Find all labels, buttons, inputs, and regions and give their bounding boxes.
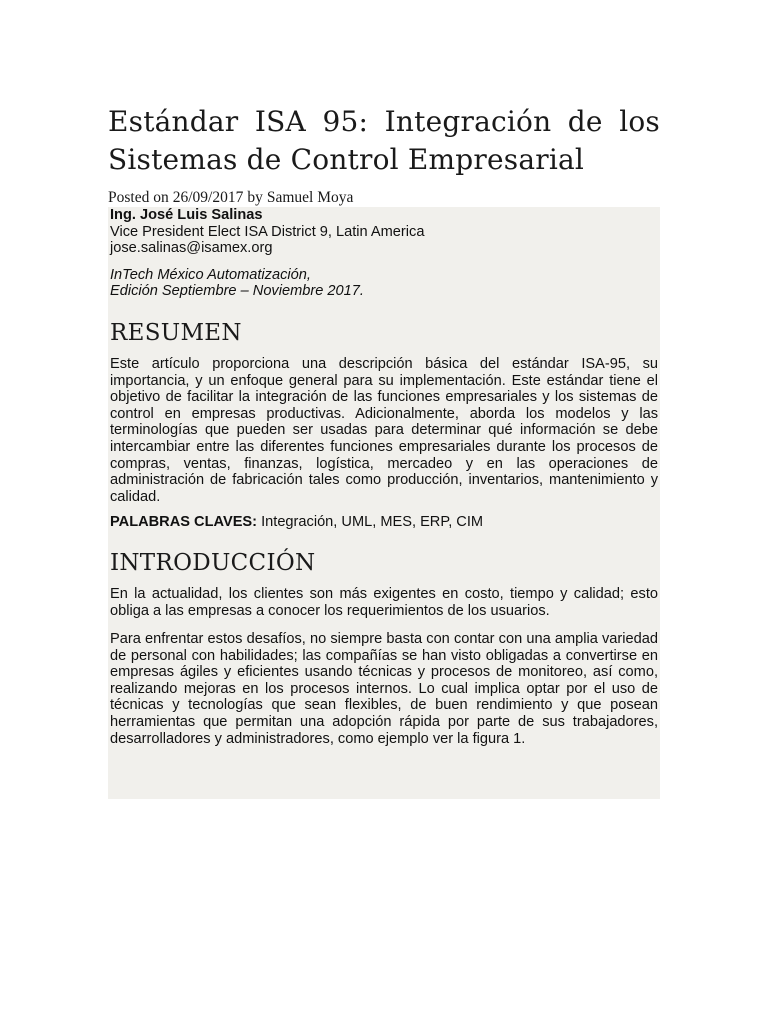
posted-prefix: Posted on xyxy=(108,189,169,206)
posted-by: by xyxy=(247,189,263,206)
page-title: Estándar ISA 95: Integración de los Sistemas de Control Empresarial xyxy=(108,105,660,176)
keywords-line xyxy=(110,514,658,531)
author-email: jose.salinas@isamex.org xyxy=(110,240,273,257)
keywords-value: Integración, UML, MES, ERP, CIM xyxy=(261,514,484,531)
introduccion-paragraph-2: Para enfrentar estos desafíos, no siempre basta con contar con una amplia variedad de personal con habilidades; las compañías se han visto obligadas a convertirse en empresas ágiles y eficientes usando técnicas y procesos de monitoreo, así como, realizando mejoras en los procesos internos. Lo cual implica optar por el uso de técnicas y tecnologías que sean flexibles, de buen rendimiento y que posean herramientas que permitan una adopción rápida por parte de sus trabajadores, desarrolladores y administradores, como ejemplo ver la figura 1. xyxy=(110,631,658,747)
post-meta xyxy=(108,188,357,208)
posted-date[interactable]: 26/09/2017 xyxy=(172,189,244,206)
author-role: Vice President Elect ISA District 9, Latin America xyxy=(110,223,425,240)
introduccion-paragraph-1: En la actualidad, los clientes son más exigentes en costo, tiempo y calidad; esto obliga a las empresas a conocer los requerimientos de los usuarios. xyxy=(110,585,658,619)
resumen-heading: RESUMEN xyxy=(110,319,242,346)
resumen-paragraph: Este artículo proporciona una descripción básica del estándar ISA-95, su importancia, y un enfoque general para su implementación. Este estándar tiene el objetivo de facilitar la integración de las funciones empresariales y los sistemas de control en empresas productivas. Adicionalmente, aborda los modelos y las terminologías que pueden ser usadas para determinar qué información se debe intercambiar entre las diferentes funciones empresariales durante los procesos de compras, ventas, finanzas, logística, mercadeo y en las operaciones de administración de fabricación tales como producción, inventarios, mantenimiento y calidad. xyxy=(110,355,658,505)
publication-line-1: InTech México Automatización, xyxy=(110,266,311,283)
publication-line-2: Edición Septiembre – Noviembre 2017. xyxy=(110,283,364,300)
author-name: Ing. José Luis Salinas xyxy=(110,207,263,223)
publication-info xyxy=(110,267,658,300)
posted-author[interactable]: Samuel Moya xyxy=(266,189,354,206)
introduccion-heading: INTRODUCCIÓN xyxy=(110,549,316,576)
article-content xyxy=(108,207,660,799)
keywords-label: PALABRAS CLAVES: xyxy=(110,514,258,531)
author-block xyxy=(110,207,658,257)
